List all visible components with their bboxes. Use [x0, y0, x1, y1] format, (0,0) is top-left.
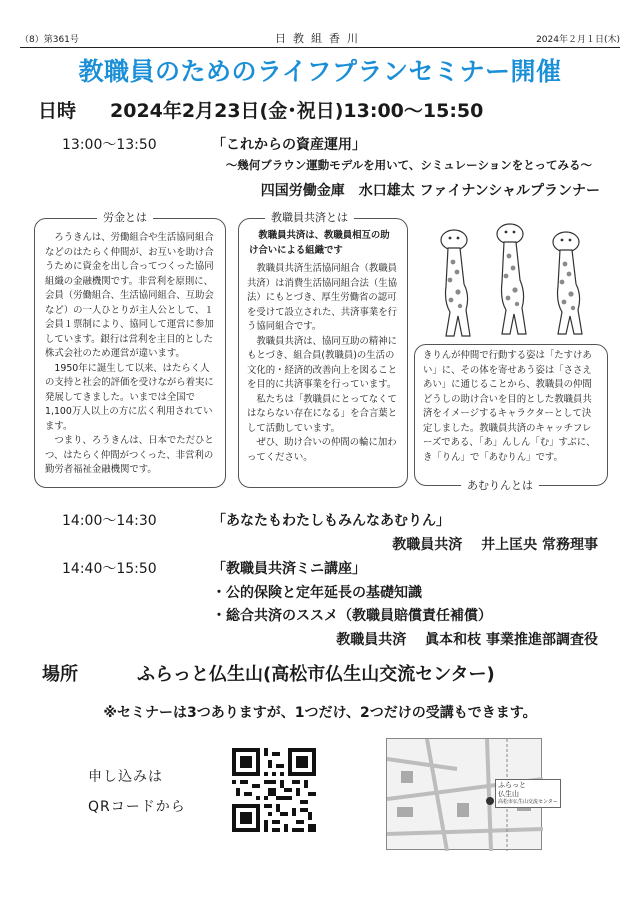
event-datetime	[38, 96, 483, 123]
page-title: 教職員のためのライフプランセミナー開催	[78, 57, 562, 86]
attendance-note: ※セミナーは3つありますが、1つだけ、2つだけの受講もできます。	[103, 705, 537, 721]
roukin-info-box	[34, 211, 226, 488]
apply-line-1: 申し込みは	[88, 769, 163, 785]
datetime-label: 日時	[38, 100, 77, 122]
session-3-heading	[62, 558, 366, 578]
session-title: 「あなたもわたしもみんなあむりん」	[212, 513, 450, 529]
qr-code[interactable]	[232, 748, 316, 832]
session-title: 「教職員共済ミニ講座」	[212, 561, 366, 577]
session-1-heading	[62, 134, 366, 154]
session-3-speaker: 教職員共済 眞本和枝 事業推進部調査役	[336, 632, 598, 648]
session-2-speaker: 教職員共済 井上匡央 常務理事	[392, 537, 598, 553]
session-3-point: ・公的保険と定年延長の基礎知識	[212, 585, 422, 601]
kyosai-info-box	[238, 211, 408, 488]
venue-map	[386, 738, 558, 850]
kyosai-paragraph: 私たちは「教職員にとってなくてはならない存在になる」を合言葉として活動しています。	[247, 393, 398, 434]
amurin-text: きりんが仲間で行動する姿は「たすけあい」に、その体を寄せあう姿は「ささえあい」に通じることから、教職員の仲間どうしの助け合いを目的とした教職員共済をイメージするキャラクターとして決定しました。教職員共済のキャッチフレーズである、「あ」んしん「む」すぶに、き「りん」で「あむりん」です。	[423, 350, 596, 463]
map-venue-label	[495, 779, 561, 808]
session-2-heading	[62, 510, 450, 530]
kyosai-paragraph: ぜひ、助け合いの仲間の輪に加わってください。	[247, 437, 397, 463]
session-1-speaker: 四国労働金庫 水口雄太 ファイナンシャルプランナー	[260, 183, 600, 199]
session-1-subtitle: ～幾何ブラウン運動モデルを用いて、シミュレーションをとってみる～	[225, 158, 592, 172]
venue	[42, 660, 495, 686]
map-place-line2: 仏生山	[498, 790, 519, 798]
session-3-point: ・総合共済のススメ（教職員賠償責任補償）	[212, 608, 492, 624]
kyosai-lead: 教職員共済は、教職員相互の助け合いによる組織です	[249, 230, 390, 256]
venue-value: ふらっと仏生山(高松市仏生山交流センター)	[137, 664, 495, 685]
roukin-paragraph: つまり、ろうきんは、日本でただひとつ、はたらく仲間がつくった、非営利の勤労者福祉金融機関です。	[45, 435, 214, 475]
map-place-line1: ふらっと	[498, 781, 526, 789]
apply-line-2: QRコードから	[88, 799, 186, 815]
giraffe-icon	[553, 232, 582, 334]
giraffe-icon	[497, 224, 526, 334]
issue-number: （8）第361号	[20, 35, 79, 45]
masthead	[20, 30, 620, 46]
venue-label: 場所	[42, 664, 78, 685]
issue-date: 2024年２月１日(木)	[536, 35, 620, 45]
header-rule	[20, 47, 620, 48]
session-title: 「これからの資産運用」	[212, 137, 366, 153]
roukin-paragraph: ろうきんは、労働組合や生活協同組合などのはたらく仲間が、お互いを助け合うために資金を出し合ってつくった協同組織の金融機関です。非営利を原則に、会員（労働組合、生活協同組合、互助会など）の一人ひとりが主人公として、１会員１票制により、協同して運営に参加しています。銀行は営利を主目的とした株式会社のため運営が違います。	[45, 232, 214, 359]
amurin-box-label: あむりんとは	[461, 479, 539, 494]
session-time: 13:00～13:50	[62, 137, 157, 153]
amurin-giraffes-illustration	[420, 212, 600, 340]
kyosai-paragraph: 教職員共済生活協同組合（教職員共済）は消費生活協同組合法（生協法）にもとづき、厚生労働省の認可を受けて設立された、共済事業を行う協同組合です。	[247, 263, 398, 332]
datetime-value: 2024年2月23日(金･祝日)13:00～15:50	[110, 100, 484, 122]
session-time: 14:40～15:50	[62, 561, 157, 577]
amurin-info-box	[414, 344, 608, 492]
roukin-paragraph: 1950年に誕生して以来、はたらく人の支持と社会的評価を受けながら着実に発展してきました。いまでは全国で1,100万人以上の方に広く利用されています。	[45, 362, 214, 432]
giraffe-icon	[441, 230, 470, 336]
newsletter-name: 日教組香川	[275, 32, 365, 45]
roukin-box-label: 労金とは	[97, 211, 153, 226]
map-place-sub: 高松市仏生山交流センター	[498, 799, 558, 805]
session-time: 14:00～14:30	[62, 513, 157, 529]
kyosai-box-label: 教職員共済とは	[265, 211, 354, 226]
venue-marker-icon	[486, 797, 494, 805]
kyosai-paragraph: 教職員共済は、協同互助の精神にもとづき、組合員(教職員)の生活の文化的・経済的改善向上を図ることを目的に共済事業を行っています。	[247, 335, 398, 390]
